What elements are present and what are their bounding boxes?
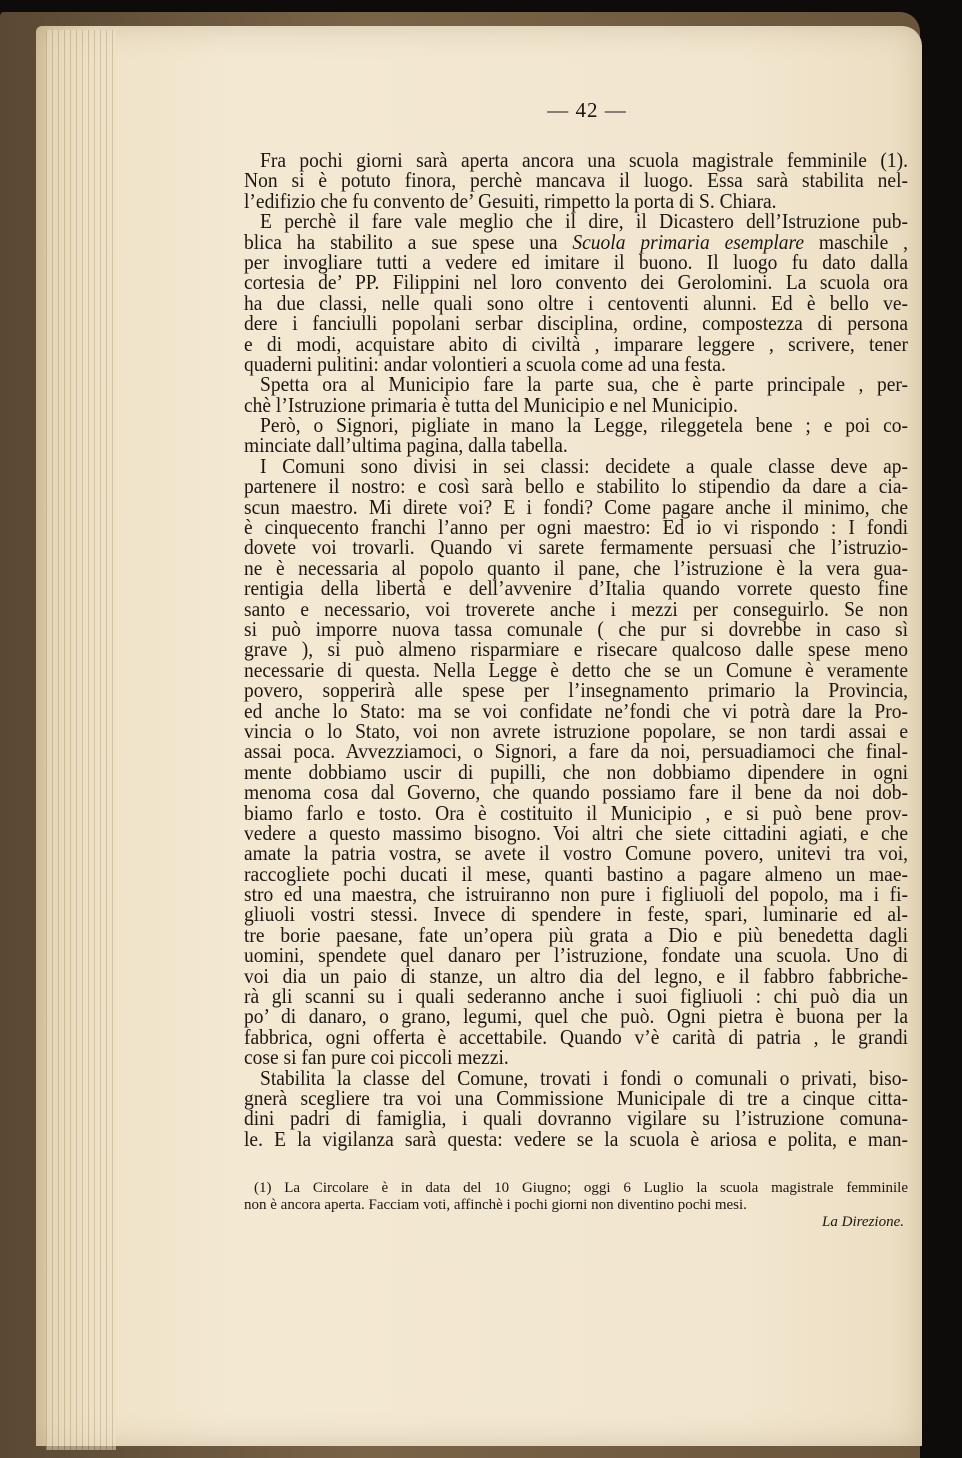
text-line-content: gnerà scegliere tra voi una Commissione Municipale di tre a cinque citta- [244,1087,908,1111]
text-line-content: grave ), si può almeno risparmiare e risecare qualcoso dalle spese meno [244,639,908,662]
text-line-content: rentigia della libertà e dell’avvenire d’Italia quando vorrete questo fine [244,578,908,601]
text-line-content: fabbrica, ogni offerta è accettabile. Quando v’è carità di patria , le grandi [244,1026,908,1049]
text-line [244,844,908,866]
text-line-content: menoma cosa dal Governo, che quando possiamo fare il bene da noi dob- [244,782,908,805]
text-line-content: tre borie paesane, fate un’opera più grata a Dio e più benedetta dagli [244,924,908,948]
text-line-content: Però, o Signori, pigliate in mano la Legge, rileggetela bene ; e poi co- [260,415,908,438]
text-line-content: I Comuni sono divisi in sei classi: decidete a quale classe deve ap- [260,455,908,479]
page-edges [46,30,116,1450]
text-line-content: l’edifizio che fu convento de’ Gesuiti, rimpetto la porta di S. Chiara. [244,190,777,213]
text-line [244,1048,908,1070]
text-line-content: dini padri di famiglia, i quali dovranno vigilare su l’istruzione comuna- [244,1108,908,1131]
text-line-content: e di modi, acquistare abito di civiltà , imparare leggere , scrivere, tener [244,333,908,356]
text-line-content: rà gli scanni su i quali sederanno anche i suoi figliuoli : chi può dia un [244,985,908,1009]
text-line [244,212,908,234]
text-line-content: cose si fan pure coi piccoli mezzi. [244,1047,509,1070]
text-line [244,742,908,764]
text-line-content: ed anche lo Stato: ma se voi confidate ne’fondi che vi potrà dare la Pro- [244,700,908,723]
text-line-content: uomini, spendete quel danaro per l’istruzione, fondate una scuola. Uno di [244,945,908,968]
text-line-content: povero, sopperirà alle spese per l’insegnamento primario la Provincia, [244,680,908,703]
text-line-content: stro ed una maestra, che istruiranno non pure i figliuoli del popolo, ma i fi- [244,884,908,907]
text-line [244,1007,908,1029]
page-number: — 42 — [547,98,627,122]
text-line-content: partenere il nostro: e così sarà bello e stabilito lo stipendio da dare a cia- [244,476,908,499]
text-line [244,640,908,662]
emphasized-text: Scuola primaria esemplare [572,231,805,254]
text-line-tail: maschile , [804,231,908,254]
footnote-signature: La Direzione. [822,1214,904,1231]
text-line-content: Fra pochi giorni sarà aperta ancora una scuola magistrale femminile (1). [260,149,908,173]
text-line-content: ha due classi, nelle quali sono oltre i centoventi alunni. Ed è bello ve- [244,292,908,315]
text-line [244,436,908,458]
text-line-content: biamo farlo e tosto. Ora è costituito il Municipio , e si può bene prov- [244,802,908,825]
text-line [244,946,908,968]
text-line [244,804,908,826]
text-line-content: Stabilita la classe del Comune, trovati i fondi o comunali o privati, biso- [260,1067,908,1090]
text-line-content: mente dobbiamo uscir di pupilli, che non dobbiamo dipendere in ogni [244,761,908,784]
text-line-content: dere i fanciulli popolani serbar disciplina, ordine, compostezza di persona [244,313,908,336]
text-line-content: cortesia de’ PP. Filippini nel loro convento dei Gerolomini. La scuola ora [244,272,908,295]
text-line-content: Spetta ora al Municipio fare la parte sua, che è parte principale , per- [260,374,908,397]
text-line [244,905,908,927]
text-line [244,477,908,499]
text-line [244,233,908,255]
text-line-content: per invogliare tutti a vedere ed imitare il buono. Il luogo fu dato dalla [244,251,908,275]
text-line [244,538,908,560]
text-line-content: dovete voi trovarli. Quando vi sarete fermamente persuasi che l’istruzio- [244,537,908,560]
text-line-content: po’ di danaro, o grano, legumi, quel che può. Ogni pietra è buona per la [244,1006,908,1029]
text-line-content: amate la patria vostra, se avete il vostro Comune povero, unitevi tra voi, [244,843,908,866]
text-line-content: blica ha stabilito a sue spese una [244,231,558,254]
text-line-content: assai poca. Avvezziamoci, o Signori, a fare da noi, persuadiamoci che final- [244,741,908,764]
text-line [244,1109,908,1131]
text-line [244,681,908,703]
text-line [244,1130,908,1152]
text-line [244,1069,908,1091]
text-line [244,171,908,193]
text-line-content: santo e necessario, voi troverete anche i mezzi per conseguirlo. Se non [244,598,908,621]
text-line-content: Non si è potuto finora, perchè mancava il luogo. Essa sarà stabilita nel- [244,170,908,193]
text-line-content: vincia o lo Stato, voi non avrete istruzione popolare, se non tardi assai e [244,720,908,744]
body-text [244,151,908,1150]
text-line [244,579,908,601]
text-line-content: si può imporre nuova tassa comunale ( che pur si dovrebbe in caso sì [244,618,908,642]
text-line-content: necessarie di questa. Nella Legge è detto che se un Comune è veramente [244,659,908,682]
text-line [244,783,908,805]
text-line-content: quaderni pulitini: andar volontieri a scuola come ad una festa. [244,353,726,377]
footnote-line: (1) La Circolare è in data del 10 Giugno; oggi 6 Luglio la scuola magistrale femminile [254,1180,908,1197]
text-line-content: E perchè il fare vale meglio che il dire, il Dicastero dell’Istruzione pub- [260,211,908,234]
text-line-content: chè l’Istruzione primaria è tutta del Municipio e nel Municipio. [244,394,738,417]
text-line [244,314,908,336]
footnote [244,1180,908,1231]
text-line-content: vedere a questo massimo bisogno. Voi altri che siete cittadini agiati, e che [244,822,908,846]
text-line-content: voi dia un paio di stanze, un altro dia del legno, e il fabbro fabbriche- [244,965,908,988]
text-line [244,702,908,724]
text-line-content: scun maestro. Mi direte voi? E i fondi? Come pagare anche il minimo, che [244,496,908,519]
text-line-content: è cinquecento franchi l’anno per ogni maestro: Ed io vi rispondo : I fondi [244,516,908,540]
text-line-content: ne è necessaria al popolo quanto il pane, che l’istruzione è la vera gua- [244,557,908,581]
text-line-content: gliuoli vostri stessi. Invece di spendere in feste, spari, luminarie ed al- [244,904,908,927]
text-line [244,273,908,295]
footnote-line: non è ancora aperta. Facciam voti, affinchè i pochi giorni non diventino pochi mesi. [244,1197,747,1214]
text-line-content: minciate dall’ultima pagina, dalla tabella. [244,435,568,458]
page-content [244,98,908,1231]
text-line-content: le. E la vigilanza sarà questa: vedere se la scuola è ariosa e polita, e man- [244,1128,908,1151]
text-line [244,335,908,357]
text-line [244,375,908,397]
text-line-content: raccogliete pochi ducati il mese, quanti bastino a pagare almeno un mae- [244,863,908,886]
